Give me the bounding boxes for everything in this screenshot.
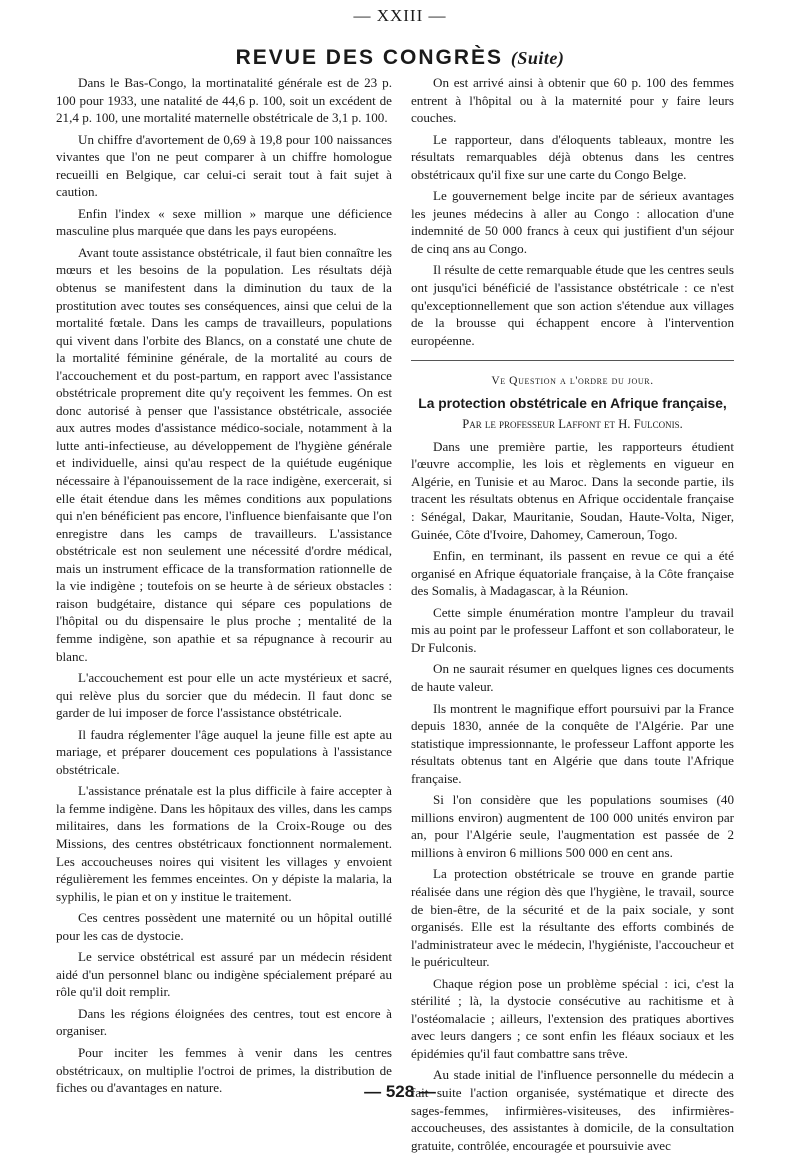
page-headline <box>0 46 800 70</box>
section-title: La protection obstétricale en Afrique française, <box>418 395 727 411</box>
headline-suite: (Suite) <box>510 48 565 68</box>
roman-page-number: — XXIII — <box>353 6 447 25</box>
paragraph: Au stade initial de l'influence personnelle du médecin a fait suite l'action organisée, systématique et directe des sages-femmes, infirmières-visiteuses, des infirmières-accoucheuses, des assistantes à domicile, de la consultation gratuite, contrôlée, encouragée et poursuivie avec <box>411 1067 734 1153</box>
paragraph: Le rapporteur, dans d'éloquents tableaux, montre les résultats remarquables déjà obtenus dans les centres obstétricaux qu'il fixe sur une carte du Congo Belge. <box>411 131 734 182</box>
paragraph: Cette simple énumération montre l'ampleur du travail mis au point par le professeur Laffont et son collaborateur, le Dr Fulconis. <box>411 604 734 655</box>
section-byline: Par le professeur Laffont et H. Fulconis. <box>462 417 683 432</box>
agenda-question-heading: Ve Question a l'ordre du jour. <box>491 375 654 388</box>
paragraph: Un chiffre d'avortement de 0,69 à 19,8 pour 100 naissances vivantes que l'on ne peut comparer à un chiffre homologue recueilli en Belgique, car celui-ci serait tout à fait sujet à caution. <box>56 131 392 200</box>
paragraph: Enfin l'index « sexe million » marque une déficience masculine plus marquée que dans les pays européens. <box>56 205 392 239</box>
paragraph: L'accouchement est pour elle un acte mystérieux et sacré, qui relève plus du sorcier que du médecin. Il faut donc se garder de lui imposer de force l'assistance obstétricale. <box>56 670 392 721</box>
headline-title: REVUE DES CONGRÈS <box>235 46 504 69</box>
paragraph: On est arrivé ainsi à obtenir que 60 p. 100 des femmes entrent à l'hôpital ou à la maternité pour y faire leurs couches. <box>411 75 734 126</box>
paragraph: Dans le Bas-Congo, la mortinatalité générale est de 23 p. 100 pour 1933, une natalité de 44,6 p. 100, soit un excédent de 21,4 p. 100, une mortalité maternelle obstétricale de 3,1 p. 100. <box>56 75 392 126</box>
section-divider <box>411 360 734 361</box>
right-column <box>411 74 734 1158</box>
paragraph: Ces centres possèdent une maternité ou un hôpital outillé pour les cas de dystocie. <box>56 910 392 943</box>
paragraph: Dans une première partie, les rapporteurs étudient l'œuvre accomplie, les lois et règlements en vigueur en Algérie, en Tunisie et au Maroc. Dans la seconde partie, ils tracent les résultats obtenus en Afrique occidentale française : Sénégal, Dakar, Mauritanie, Soudan, Haute-Volta, Niger, Guinée, Côte d'Ivoire, Dahomey, Cameroun, Togo. <box>411 438 734 542</box>
page-number: — 528 — <box>364 1082 436 1101</box>
paragraph: Dans les régions éloignées des centres, tout est encore à organiser. <box>56 1005 392 1039</box>
paragraph: Le gouvernement belge incite par de sérieux avantages les jeunes médecins à aller au Congo : allocation d'une indemnité de 50 000 francs à ceux qui justifient d'un séjour de cinq ans au Congo. <box>411 188 734 256</box>
paragraph: L'assistance prénatale est la plus difficile à faire accepter à la femme indigène. Dans les hôpitaux des villes, dans les camps militaires, dans les formations de la Croix-Rouge ou des Missions, des centres obstétricaux fonctionnent normalement. Les accoucheuses noires qui visitent les villages y envoient régulièrement les femmes enceintes. On y dépiste la malaria, la syphilis, le pian et on y institue le traitement. <box>56 783 392 904</box>
paragraph: Il résulte de cette remarquable étude que les centres seuls ont jusqu'ici bénéficié de l'assistance obstétricale : ce n'est qu'exceptionnellement que son action s'étendue aux villages de la brousse qui échappent encore à l'intervention européenne. <box>411 262 734 348</box>
paragraph: Ils montrent le magnifique effort poursuivi par la France depuis 1830, année de la conquête de l'Algérie. Par une statistique impressionnante, le professeur Laffont apporte les résultats obtenus tant en Algérie que dans toute l'Afrique française. <box>411 700 734 786</box>
paragraph: Le service obstétrical est assuré par un médecin résident aidé d'un personnel blanc ou indigène spécialement préparé au rôle qu'il doit remplir. <box>56 949 392 1000</box>
paragraph: La protection obstétricale se trouve en grande partie réalisée dans une région dès que l'hygiène, le travail, source de bien-être, de la sécurité et de la paix sociale, y sont organisés. Elle est la résultante des efforts combinés de l'administrateur avec le médecin, l'hygiéniste, l'accoucheur et le puériculteur. <box>411 866 734 970</box>
paragraph: Si l'on considère que les populations soumises (40 millions environ) augmentent de 100 000 unités environ par an, pour l'Algérie seule, l'augmentation est passée de 2 millions à environ 6 millions 500 000 en cent ans. <box>411 792 734 860</box>
paragraph: On ne saurait résumer en quelques lignes ces documents de haute valeur. <box>411 661 734 694</box>
left-column <box>56 74 392 1101</box>
paragraph: Chaque région pose un problème spécial : ici, c'est la stérilité ; là, la dystocie consécutive au rachitisme et à l'ostéomalacie ; ailleurs, l'extension des pratiques abortives avec leurs dangers ; ce sont enfin les fléaux sociaux et les épidémies qu'il faut combattre sans trêve. <box>411 975 734 1061</box>
paragraph: Enfin, en terminant, ils passent en revue ce qui a été organisé en Afrique équatoriale française, à la Côte française des Somalis, à Madagascar, à la Réunion. <box>411 548 734 599</box>
paragraph: Avant toute assistance obstétricale, il faut bien connaître les mœurs et les besoins de la population. Les résultats déjà obtenus se manifestent dans la diminution du taux de la prostitution avec toutes ses conséquences, ainsi que celui de la mortalité fœtale. Dans les camps de travailleurs, populations qui vivent dans l'orbite des Blancs, on a constaté une chute de la mortalité féminine générale, de la mortalité au cours de l'accouchement et du post-partum, en rapport avec l'assistance obstétricale proprement dite qu'y reçoivent les femmes. On est donc autorisé à penser que l'assistance obstétricale, associée aux autres modes d'assistance médico-sociale, notamment à la lutte anti-infectieuse, au développement de l'hygiène générale et individuelle, ainsi qu'au respect de la quiétude eugénique nécessaire à l'épanouissement de la race indigène, exercerait, si elle était étendue dans les mêmes conditions aux populations qui n'en bénéficient pas encore, l'influence bienfaisante que l'on enregistre dans les camps de travailleurs. L'assistance obstétricale est non seulement une nécessité d'ordre médical, mais un instrument efficace de la transformation rationnelle de la vie indigène ; toutefois on se heurte à de sérieux obstacles : raison budgétaire, distance qui sépare ces populations de l'hôpital ou du dispensaire le plus proche ; mentalité de la femme indigène, son apathie et sa répugnance à recourir au blanc. <box>56 244 392 664</box>
paragraph: Pour inciter les femmes à venir dans les centres obstétricaux, on multiplie l'octroi de primes, la distribution de fiches ou d'avantages en nature. <box>56 1044 392 1096</box>
paragraph: Il faudra réglementer l'âge auquel la jeune fille est apte au mariage, et préparer doucement ces populations à l'assistance obstétricale. <box>56 726 392 777</box>
